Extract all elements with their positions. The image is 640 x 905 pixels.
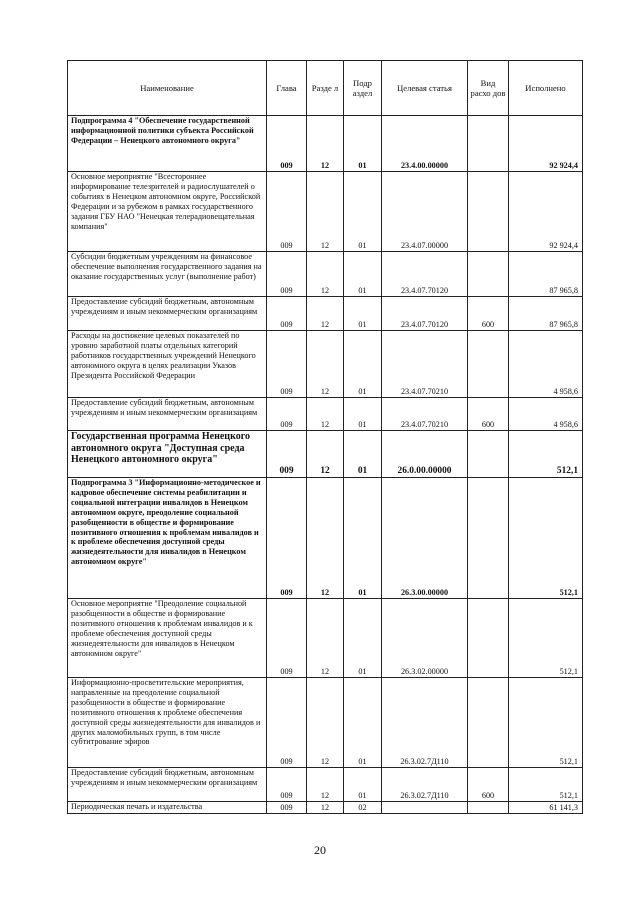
row-chapter: 009 <box>267 398 307 431</box>
row-article: 26.3.02.00000 <box>382 599 468 678</box>
table-row <box>68 331 583 398</box>
row-subsection: 01 <box>344 599 382 678</box>
row-section: 12 <box>307 768 344 802</box>
row-amount: 512,1 <box>509 599 583 678</box>
row-name: Государственная программа Ненецкого автономного округа "Доступная среда Ненецкого автономного округа" <box>68 431 267 478</box>
row-expense-type <box>468 172 509 252</box>
row-section: 12 <box>307 398 344 431</box>
table-row <box>68 398 583 431</box>
row-article: 23.4.07.70120 <box>382 252 468 297</box>
row-expense-type: 600 <box>468 398 509 431</box>
row-name: Основное мероприятие "Всестороннее информирование телезрителей и радиослушателей о событиях в Ненецком автономном округе, Российской Федерации и за рубежом в рамках государственного задания ГБУ НАО "Ненецкая телерадиовещательная компания" <box>68 172 267 252</box>
row-name: Подпрограмма 3 "Информационно-методическое и кадровое обеспечение системы реабилитации и социальной интеграции инвалидов в Ненецком автономном округе, преодоление социальной разобщенности в обществе и формирование позитивного отношения к проблемам инвалидов и к проблеме обеспечения доступной среды жизнедеятельности для инвалидов в Ненецком автономном округе" <box>68 478 267 599</box>
row-amount: 92 924,4 <box>509 172 583 252</box>
row-name: Информационно-просветительские мероприятия, направленные на преодоление социальной разобщенности в обществе и формирование позитивного отношения к проблеме обеспечения доступной среды жизнедеятельности для инвалидов и других маломобильных групп, в том числе субтитрование эфиров <box>68 678 267 768</box>
row-amount: 4 958,6 <box>509 398 583 431</box>
row-article: 26.3.02.7Д110 <box>382 678 468 768</box>
row-amount: 512,1 <box>509 431 583 478</box>
table-row <box>68 172 583 252</box>
row-section: 12 <box>307 331 344 398</box>
row-chapter: 009 <box>267 431 307 478</box>
row-amount: 512,1 <box>509 678 583 768</box>
row-chapter: 009 <box>267 297 307 331</box>
row-expense-type <box>468 478 509 599</box>
row-expense-type <box>468 802 509 814</box>
row-name: Периодическая печать и издательства <box>68 802 267 814</box>
row-chapter: 009 <box>267 768 307 802</box>
row-name: Расходы на достижение целевых показателей по уровню заработной платы отдельных категорий работников государственных учреждений Ненецкого автономного округа в целях реализации Указов Президента Российской Федерации <box>68 331 267 398</box>
header-name: Наименование <box>68 61 267 116</box>
table-row <box>68 252 583 297</box>
table-header-row <box>68 61 583 116</box>
row-expense-type <box>468 599 509 678</box>
row-expense-type <box>468 678 509 768</box>
table-row <box>68 431 583 478</box>
row-chapter: 009 <box>267 331 307 398</box>
header-subsection: Подр аздел <box>344 61 382 116</box>
row-amount: 512,1 <box>509 768 583 802</box>
row-section: 12 <box>307 678 344 768</box>
table-row <box>68 297 583 331</box>
row-amount: 4 958,6 <box>509 331 583 398</box>
table-row <box>68 478 583 599</box>
row-section: 12 <box>307 599 344 678</box>
row-section: 12 <box>307 252 344 297</box>
row-chapter: 009 <box>267 599 307 678</box>
row-amount: 92 924,4 <box>509 116 583 172</box>
row-section: 12 <box>307 297 344 331</box>
row-name: Предоставление субсидий бюджетным, автономным учреждениям и иным некоммерческим организациям <box>68 398 267 431</box>
row-article <box>382 802 468 814</box>
row-chapter: 009 <box>267 802 307 814</box>
row-expense-type: 600 <box>468 768 509 802</box>
row-amount: 87 965,8 <box>509 297 583 331</box>
header-executed: Исполнено <box>509 61 583 116</box>
row-chapter: 009 <box>267 678 307 768</box>
header-section: Разде л <box>307 61 344 116</box>
row-section: 12 <box>307 116 344 172</box>
row-amount: 61 141,3 <box>509 802 583 814</box>
row-article: 23.4.07.70210 <box>382 398 468 431</box>
row-subsection: 01 <box>344 678 382 768</box>
row-article: 26.3.02.7Д110 <box>382 768 468 802</box>
budget-table-sheet <box>67 60 582 814</box>
row-article: 26.0.00.00000 <box>382 431 468 478</box>
row-name: Субсидии бюджетным учреждениям на финансовое обеспечение выполнения государственного задания на оказание государственных услуг (выполнение работ) <box>68 252 267 297</box>
row-subsection: 01 <box>344 431 382 478</box>
row-name: Предоставление субсидий бюджетным, автономным учреждениям и иным некоммерческим организациям <box>68 297 267 331</box>
table-row <box>68 116 583 172</box>
row-subsection: 01 <box>344 398 382 431</box>
row-subsection: 01 <box>344 768 382 802</box>
row-amount: 87 965,8 <box>509 252 583 297</box>
row-expense-type <box>468 116 509 172</box>
page-number: 20 <box>314 843 326 857</box>
row-chapter: 009 <box>267 172 307 252</box>
row-section: 12 <box>307 478 344 599</box>
row-chapter: 009 <box>267 478 307 599</box>
row-article: 23.4.07.70210 <box>382 331 468 398</box>
row-amount: 512,1 <box>509 478 583 599</box>
row-expense-type <box>468 252 509 297</box>
row-name: Основное мероприятие "Преодоление социальной разобщенности в обществе и формирование позитивного отношения к проблемам инвалидов и к проблеме обеспечения доступной среды жизнедеятельности для инвалидов в Ненецком автономном округе" <box>68 599 267 678</box>
row-subsection: 01 <box>344 116 382 172</box>
row-article: 23.4.00.00000 <box>382 116 468 172</box>
budget-execution-table <box>67 60 583 814</box>
row-article: 23.4.07.70120 <box>382 297 468 331</box>
row-name: Подпрограмма 4 "Обеспечение государственной информационной политики субъекта Российской Федерации – Ненецкого автономного округа" <box>68 116 267 172</box>
row-subsection: 01 <box>344 297 382 331</box>
row-article: 26.3.00.00000 <box>382 478 468 599</box>
row-subsection: 01 <box>344 478 382 599</box>
row-expense-type: 600 <box>468 297 509 331</box>
row-chapter: 009 <box>267 252 307 297</box>
row-section: 12 <box>307 802 344 814</box>
row-subsection: 02 <box>344 802 382 814</box>
header-chapter: Глава <box>267 61 307 116</box>
table-row <box>68 678 583 768</box>
row-subsection: 01 <box>344 252 382 297</box>
row-section: 12 <box>307 431 344 478</box>
table-row <box>68 768 583 802</box>
row-expense-type <box>468 431 509 478</box>
row-expense-type <box>468 331 509 398</box>
row-chapter: 009 <box>267 116 307 172</box>
row-section: 12 <box>307 172 344 252</box>
header-article: Целевая статья <box>382 61 468 116</box>
header-expense-type: Вид расхо дов <box>468 61 509 116</box>
row-subsection: 01 <box>344 331 382 398</box>
row-article: 23.4.07.00000 <box>382 172 468 252</box>
row-name: Предоставление субсидий бюджетным, автономным учреждениям и иным некоммерческим организациям <box>68 768 267 802</box>
table-row <box>68 802 583 814</box>
table-row <box>68 599 583 678</box>
row-subsection: 01 <box>344 172 382 252</box>
